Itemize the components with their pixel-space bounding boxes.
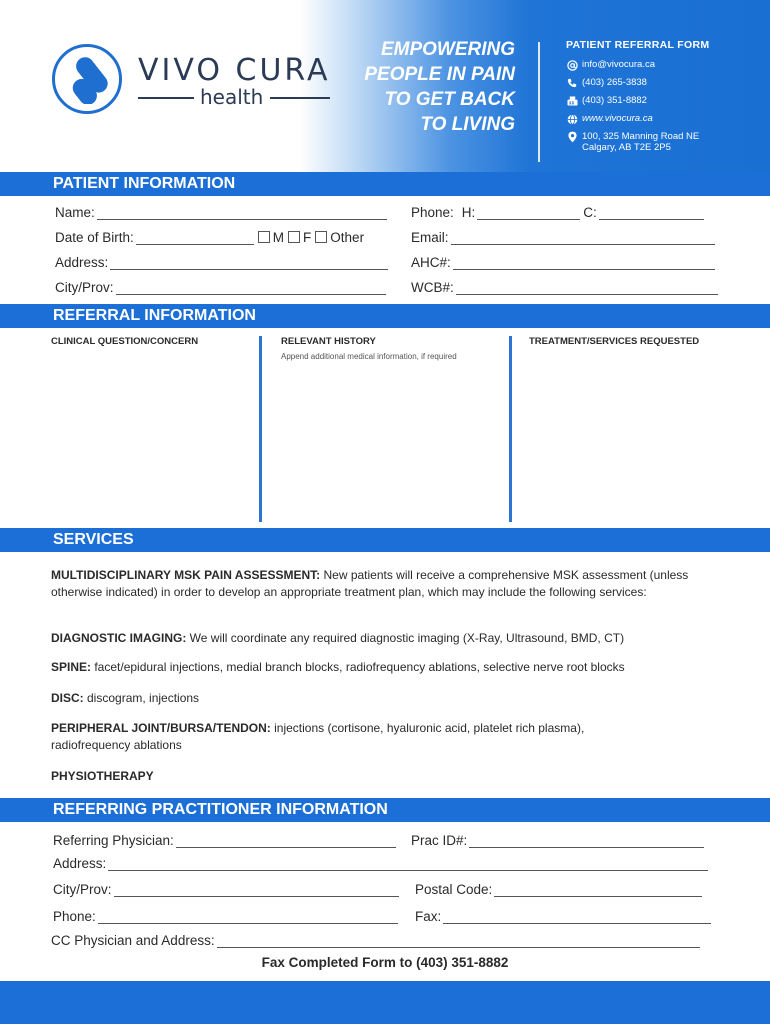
referring-physician-line[interactable]: [176, 834, 396, 848]
referring-physician-field[interactable]: [53, 830, 396, 848]
cc-physician-line[interactable]: [217, 934, 700, 948]
service-spine-text: facet/epidural injections, medial branch blocks, radiofrequency ablations, selective nerve root blocks: [91, 660, 625, 674]
practitioner-phone-field[interactable]: [53, 906, 398, 924]
prac-id-line[interactable]: [469, 834, 704, 848]
practitioner-address-label: Address:: [53, 856, 107, 871]
practitioner-city-label: City/Prov:: [53, 882, 112, 897]
contact-phone: [566, 77, 709, 89]
postal-code-label: Postal Code:: [415, 882, 493, 897]
practitioner-city-line[interactable]: [114, 883, 399, 897]
ahc-line[interactable]: [453, 256, 715, 270]
slogan-line-4: TO LIVING: [420, 114, 515, 135]
service-peripheral-text: injections (cortisone, hyaluronic acid, platelet rich plasma), radiofrequency ablations: [51, 721, 585, 752]
globe-icon: [566, 113, 578, 125]
service-physio: [51, 768, 731, 785]
sex-other-label: Other: [330, 230, 365, 245]
practitioner-address-field[interactable]: [53, 853, 708, 871]
patient-address-line[interactable]: [110, 256, 388, 270]
service-spine-heading: SPINE:: [51, 660, 92, 674]
footer-bar: [0, 981, 770, 1024]
patient-address-label: Address:: [55, 255, 109, 270]
brand-sub: [138, 86, 330, 108]
service-diagnostic-text: We will coordinate any required diagnostic imaging (X-Ray, Ultrasound, BMD, CT): [186, 631, 625, 645]
service-msk-text: New patients will receive a comprehensive MSK assessment (unless otherwise indicated) in order to develop an appropriate treatment plan, which may include the following services:: [51, 568, 689, 599]
contact-address: [566, 131, 709, 153]
service-physio-heading: PHYSIOTHERAPY: [51, 769, 154, 783]
dob-field[interactable]: [55, 227, 364, 245]
brand-sub-text: health: [200, 85, 264, 109]
contact-web: [566, 113, 709, 125]
phone-h-label: H:: [461, 205, 476, 220]
fax-icon: [566, 95, 578, 107]
address-line-1: 100, 325 Manning Road NE: [582, 131, 700, 142]
service-msk-heading: MULTIDISCIPLINARY MSK PAIN ASSESSMENT:: [51, 568, 321, 582]
address-line-2: Calgary, AB T2E 2P5: [582, 142, 671, 153]
practitioner-fax-label: Fax:: [415, 909, 442, 924]
phone-number: (403) 265-3838: [582, 77, 647, 88]
header-banner: [0, 0, 770, 172]
service-disc-text: discogram, injections: [83, 691, 200, 705]
practitioner-phone-label: Phone:: [53, 909, 96, 924]
postal-code-field[interactable]: [415, 879, 702, 897]
practitioner-info-header: REFERRING PRACTITIONER INFORMATION: [0, 798, 770, 822]
form-title: PATIENT REFERRAL FORM: [566, 39, 710, 51]
contact-fax: [566, 95, 709, 107]
patient-city-field[interactable]: [55, 277, 386, 295]
cc-physician-field[interactable]: [51, 930, 700, 948]
at-icon: [566, 59, 578, 71]
slogan-line-2: PEOPLE IN PAIN: [364, 64, 515, 85]
patient-email-field[interactable]: [411, 227, 715, 245]
sex-f-checkbox[interactable]: [288, 231, 300, 243]
patient-email-label: Email:: [411, 230, 449, 245]
slogan-line-3: TO GET BACK: [384, 89, 515, 110]
ahc-label: AHC#:: [411, 255, 451, 270]
relevant-history-heading: RELEVANT HISTORY: [281, 336, 376, 347]
referring-physician-label: Referring Physician:: [53, 833, 174, 848]
phone-h-line[interactable]: [477, 206, 580, 220]
web-link[interactable]: www.vivocura.ca: [582, 113, 653, 124]
wcb-line[interactable]: [456, 281, 718, 295]
address-lines: [582, 131, 699, 153]
sex-f-label: F: [303, 230, 312, 245]
patient-city-line[interactable]: [116, 281, 386, 295]
dob-label: Date of Birth:: [55, 230, 134, 245]
practitioner-fax-line[interactable]: [443, 910, 711, 924]
logo-mark: [52, 44, 122, 114]
fax-instruction: Fax Completed Form to (403) 351-8882: [261, 955, 509, 970]
column-divider-2: [509, 336, 512, 522]
phone-icon: [566, 77, 578, 89]
wcb-label: WCB#:: [411, 280, 454, 295]
referral-info-header: REFERRAL INFORMATION: [0, 304, 770, 328]
patient-info-header: PATIENT INFORMATION: [0, 172, 770, 196]
patient-city-label: City/Prov:: [55, 280, 114, 295]
ahc-field[interactable]: [411, 252, 715, 270]
phone-c-label: C:: [583, 205, 597, 220]
service-msk: [51, 567, 731, 600]
slogan: [345, 37, 515, 137]
cc-physician-label: CC Physician and Address:: [51, 933, 215, 948]
patient-email-line[interactable]: [451, 231, 715, 245]
service-spine: [51, 659, 731, 676]
service-peripheral-heading: PERIPHERAL JOINT/BURSA/TENDON:: [51, 721, 271, 735]
services-header: SERVICES: [0, 528, 770, 552]
header-divider: [538, 42, 540, 162]
practitioner-fax-field[interactable]: [415, 906, 711, 924]
contact-block: [566, 39, 709, 159]
clinical-question-heading: CLINICAL QUESTION/CONCERN: [51, 336, 199, 347]
service-diagnostic-heading: DIAGNOSTIC IMAGING:: [51, 631, 187, 645]
map-pin-icon: [566, 131, 578, 143]
service-disc: [51, 690, 731, 707]
sex-m-checkbox[interactable]: [258, 231, 270, 243]
email-link[interactable]: info@vivocura.ca: [582, 59, 656, 70]
treatment-heading: TREATMENT/SERVICES REQUESTED: [529, 336, 700, 347]
practitioner-address-line[interactable]: [108, 857, 708, 871]
postal-code-line[interactable]: [494, 883, 702, 897]
dob-line[interactable]: [136, 231, 254, 245]
wcb-field[interactable]: [411, 277, 718, 295]
relevant-history-note: Append additional medical information, if required: [281, 352, 457, 361]
patient-address-field[interactable]: [55, 252, 388, 270]
sex-m-label: M: [272, 230, 285, 245]
prac-id-label: Prac ID#:: [411, 833, 468, 848]
sex-other-checkbox[interactable]: [315, 231, 327, 243]
service-disc-heading: DISC:: [51, 691, 84, 705]
patient-name-label: Name:: [55, 205, 95, 220]
phone-c-line[interactable]: [599, 206, 704, 220]
logo-v-icon: [63, 56, 111, 104]
fax-number: (403) 351-8882: [582, 95, 647, 106]
service-peripheral: [51, 720, 661, 753]
patient-phone-label: Phone:: [411, 205, 454, 220]
service-diagnostic: [51, 630, 731, 647]
prac-id-field[interactable]: [411, 830, 704, 848]
column-divider-1: [259, 336, 262, 522]
slogan-line-1: EMPOWERING: [380, 39, 515, 60]
contact-email: [566, 59, 709, 71]
patient-name-line[interactable]: [97, 206, 387, 220]
patient-phone-field[interactable]: [411, 202, 704, 220]
patient-name-field[interactable]: [55, 202, 387, 220]
brand-name: VIVO CURA: [138, 53, 331, 88]
practitioner-phone-line[interactable]: [98, 910, 398, 924]
practitioner-city-field[interactable]: [53, 879, 399, 897]
